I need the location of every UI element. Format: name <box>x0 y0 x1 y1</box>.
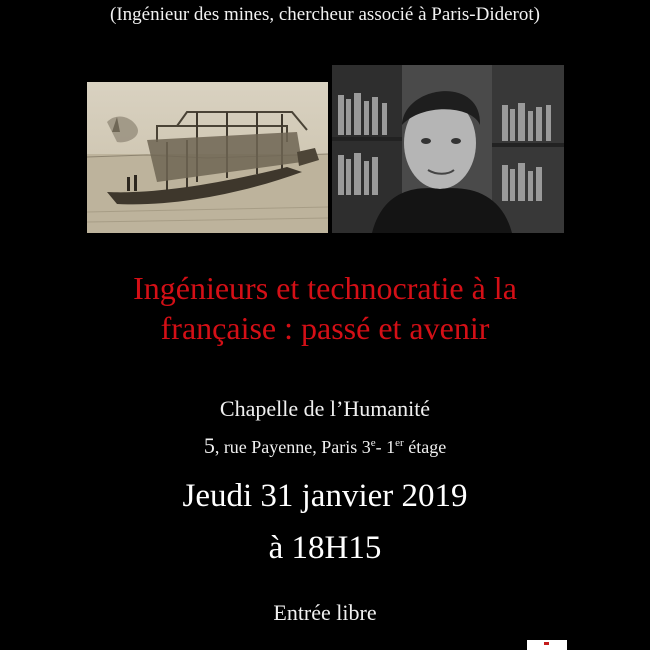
logo-fragment <box>527 640 567 650</box>
entry-info: Entrée libre <box>273 600 377 625</box>
venue-address <box>0 433 650 459</box>
address-number: 5 <box>203 433 215 458</box>
venue-name: Chapelle de l’Humanité <box>219 396 431 421</box>
portrait-photo-icon <box>332 65 564 233</box>
engraving-boat-icon <box>87 82 328 233</box>
event-date: Jeudi 31 janvier 2019 <box>182 478 468 514</box>
event-time: à 18H15 <box>268 530 382 566</box>
speaker-affiliation: (Ingénieur des mines, chercheur associé à Paris-Diderot) <box>110 4 540 25</box>
address-street: , rue Payenne, Paris 3 <box>214 437 371 457</box>
address-arrondissement-suffix: e <box>370 437 376 449</box>
event-title-line-2: française : passé et avenir <box>160 310 490 346</box>
engraving-boat-image <box>87 82 328 233</box>
event-title-line-1: Ingénieurs et technocratie à la <box>133 270 517 306</box>
address-floor: étage <box>403 437 447 457</box>
address-floor-suffix: er <box>395 437 404 449</box>
address-dash: - 1 <box>375 437 396 457</box>
logo-accent-mark <box>544 642 549 645</box>
event-title <box>0 268 650 348</box>
portrait-photo <box>332 65 564 233</box>
